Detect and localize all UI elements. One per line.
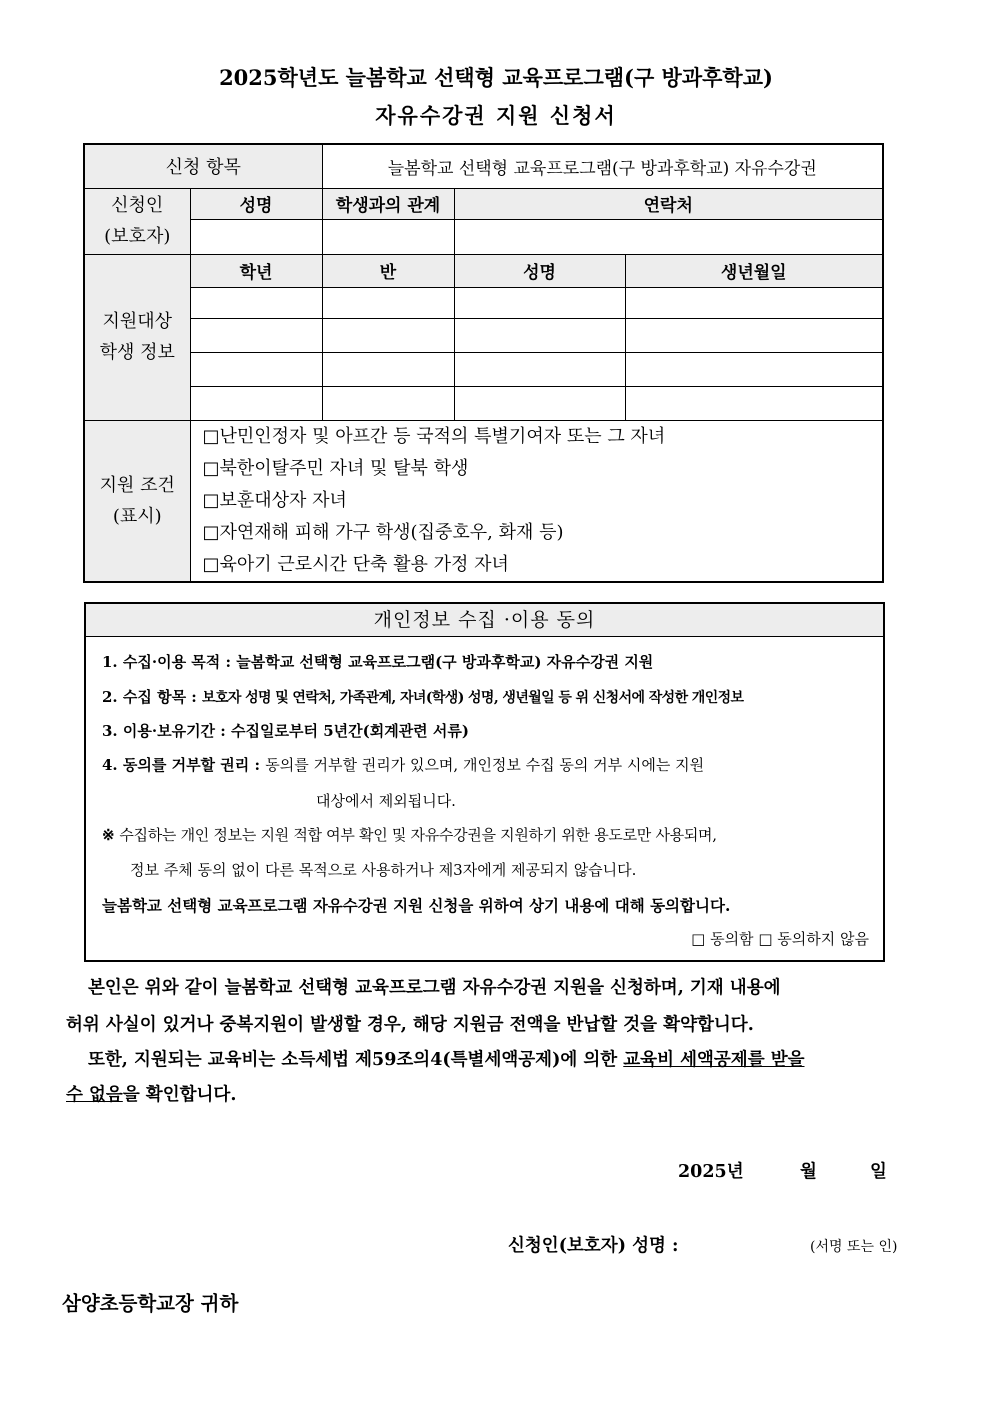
pledge-line-3-underlined: 교육비 세액공제를 받을 <box>623 1050 805 1070</box>
disagree-checkbox[interactable]: □ 동의하지 않음 <box>758 930 869 948</box>
agree-checkbox[interactable]: □ 동의함 <box>691 930 754 948</box>
note-text-1: 수집하는 개인 정보는 지원 적합 여부 확인 및 자유수강권을 지원하기 위한 용도로만 사용되며, <box>119 826 717 844</box>
student-class-field[interactable] <box>322 318 454 352</box>
student-col-birth: 생년월일 <box>625 254 883 287</box>
consent-item-1 <box>102 651 653 672</box>
condition-label <box>84 420 190 582</box>
consent-item-2-text: 보호자 성명 및 연락처, 가족관계, 자녀(학생) 성명, 생년월일 등 위 신청서에 작성한 개인정보 <box>202 690 744 706</box>
student-col-name: 성명 <box>454 254 625 287</box>
student-label-line2: 학생 정보 <box>99 342 175 363</box>
applicant-contact-field[interactable] <box>454 219 883 254</box>
table-row <box>84 386 883 420</box>
agree-statement: 늘봄학교 선택형 교육프로그램 자유수강권 지원 신청을 위하여 상기 내용에 대해 동의합니다. <box>102 896 731 915</box>
pledge-line-1: 본인은 위와 같이 늘봄학교 선택형 교육프로그램 자유수강권 지원을 신청하며, 기재 내용에 <box>88 978 781 998</box>
signature-hint: (서명 또는 인) <box>810 1239 898 1255</box>
condition-checkbox-veteran[interactable]: □보훈대상자 자녀 <box>202 489 347 511</box>
consent-title: 개인정보 수집 ·이용 동의 <box>86 604 883 637</box>
form-subtitle: 자유수강권 지원 신청서 <box>375 103 617 128</box>
consent-item-4-label: 4. 동의를 거부할 권리 : <box>102 756 266 774</box>
consent-item-2 <box>102 686 743 707</box>
applicant-label-line2: (보호자) <box>104 226 171 247</box>
applicant-col-contact: 연락처 <box>454 188 883 219</box>
student-class-field[interactable] <box>322 386 454 420</box>
condition-list <box>190 420 883 582</box>
note-text-2: 정보 주체 동의 없이 다른 목적으로 사용하거나 제3자에게 제공되지 않습니다. <box>130 861 637 879</box>
student-label-line1: 지원대상 <box>102 311 173 332</box>
signature-label: 신청인(보호자) 성명 : <box>508 1236 679 1256</box>
date-day: 일 <box>870 1162 887 1182</box>
student-grade-field[interactable] <box>190 352 322 386</box>
student-birth-field[interactable] <box>625 352 883 386</box>
applicant-col-name: 성명 <box>190 188 322 219</box>
pledge-line-2: 허위 사실이 있거나 중복지원이 발생할 경우, 해당 지원금 전액을 반납할 것을 확약합니다. <box>66 1015 754 1035</box>
student-name-field[interactable] <box>454 386 625 420</box>
applicant-label <box>84 188 190 254</box>
condition-checkbox-refugee[interactable]: □난민인정자 및 아프간 등 국적의 특별기여자 또는 그 자녀 <box>202 425 666 447</box>
pledge-line-3 <box>88 1046 805 1071</box>
student-grade-field[interactable] <box>190 318 322 352</box>
consent-item-4-cont: 대상에서 제외됩니다. <box>316 792 456 810</box>
applicant-label-line1: 신청인 <box>111 195 164 216</box>
pledge-line-3-text: 또한, 지원되는 교육비는 소득세법 제59조의4(특별세액공제)에 의한 <box>88 1050 624 1070</box>
date-year: 2025년 <box>678 1162 744 1182</box>
student-class-field[interactable] <box>322 287 454 318</box>
applicant-col-relation: 학생과의 관계 <box>322 188 454 219</box>
addressee: 삼양초등학교장 귀하 <box>62 1292 239 1315</box>
consent-item-4 <box>102 754 704 775</box>
student-name-field[interactable] <box>454 352 625 386</box>
condition-label-line1: 지원 조건 <box>99 474 175 496</box>
student-class-field[interactable] <box>322 352 454 386</box>
table-row <box>84 287 883 318</box>
condition-label-line2: (표시) <box>112 505 162 527</box>
applicant-name-field[interactable] <box>190 219 322 254</box>
consent-item-4-text: 동의를 거부할 권리가 있으며, 개인정보 수집 동의 거부 시에는 지원 <box>265 756 705 774</box>
student-name-field[interactable] <box>454 287 625 318</box>
consent-item-2-label: 2. 수집 항목 : <box>102 688 203 706</box>
student-col-class: 반 <box>322 254 454 287</box>
consent-item-3-text: 수집일로부터 5년간(회계관련 서류) <box>231 722 469 740</box>
student-grade-field[interactable] <box>190 287 322 318</box>
student-name-field[interactable] <box>454 318 625 352</box>
student-grade-field[interactable] <box>190 386 322 420</box>
condition-checkbox-reduced-hours[interactable]: □육아기 근로시간 단축 활용 가정 자녀 <box>202 553 509 575</box>
consent-note <box>102 824 717 845</box>
pledge-line-4-text: 을 확인합니다. <box>122 1085 237 1105</box>
form-title: 2025학년도 늘봄학교 선택형 교육프로그램(구 방과후학교) <box>219 65 773 90</box>
privacy-consent-box <box>84 602 885 962</box>
student-label <box>84 254 190 420</box>
applicant-relation-field[interactable] <box>322 219 454 254</box>
student-birth-field[interactable] <box>625 287 883 318</box>
student-col-grade: 학년 <box>190 254 322 287</box>
consent-item-1-label: 1. 수집·이용 목적 : <box>102 653 237 671</box>
condition-checkbox-defector[interactable]: □북한이탈주민 자녀 및 탈북 학생 <box>202 457 469 479</box>
table-row <box>84 352 883 386</box>
consent-item-1-text: 늘봄학교 선택형 교육프로그램(구 방과후학교) 자유수강권 지원 <box>236 653 654 671</box>
date-month: 월 <box>800 1162 817 1182</box>
apply-item-label: 신청 항목 <box>84 144 322 188</box>
table-row <box>84 318 883 352</box>
student-birth-field[interactable] <box>625 386 883 420</box>
consent-item-3-label: 3. 이용·보유기간 : <box>102 722 232 740</box>
consent-item-3 <box>102 720 469 741</box>
apply-item-value: 늘봄학교 선택형 교육프로그램(구 방과후학교) 자유수강권 <box>322 144 883 188</box>
application-table <box>83 143 884 583</box>
agree-options <box>691 928 869 949</box>
pledge-line-4 <box>66 1081 236 1106</box>
note-mark: ※ <box>102 826 115 844</box>
condition-checkbox-disaster[interactable]: □자연재해 피해 가구 학생(집중호우, 화재 등) <box>202 521 564 543</box>
pledge-line-4-underlined: 수 없음 <box>66 1085 123 1105</box>
student-birth-field[interactable] <box>625 318 883 352</box>
